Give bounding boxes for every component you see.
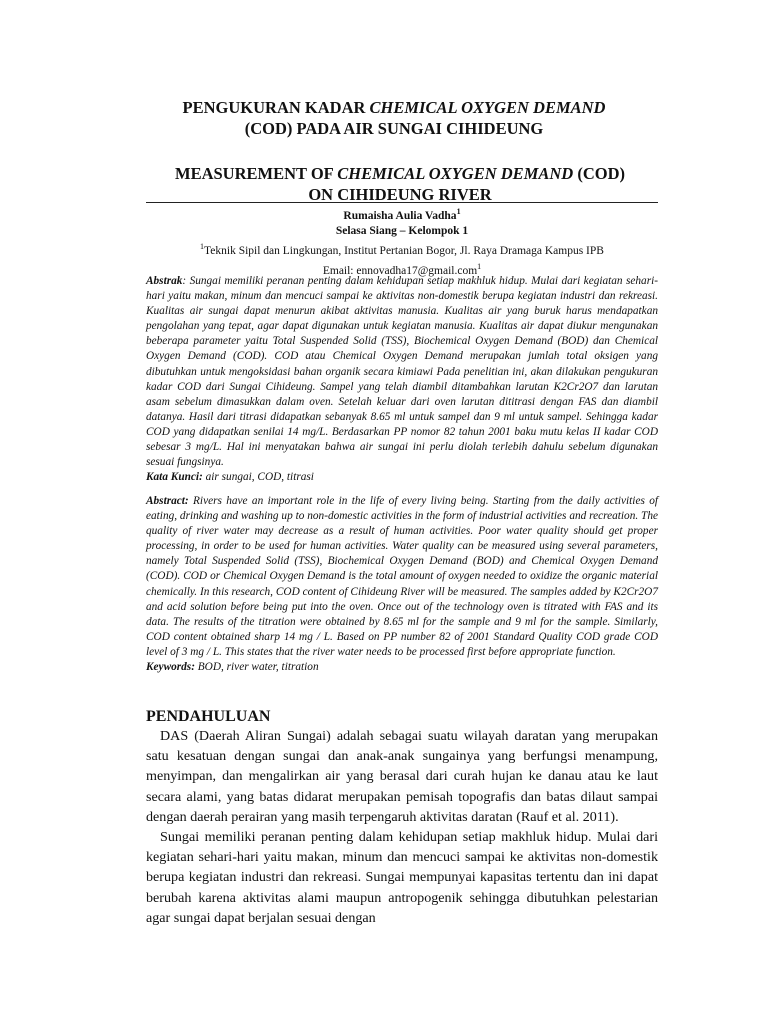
paper-title-indonesian: [130, 97, 658, 139]
title-divider: [146, 202, 658, 203]
title-id-italic: CHEMICAL OXYGEN DEMAND: [369, 98, 606, 117]
keywords-en-text: BOD, river water, titration: [194, 661, 319, 674]
author-affiliation-line: [146, 239, 658, 259]
author-name-line: [146, 204, 658, 224]
paper-title-english: [130, 163, 670, 205]
keywords-id-text: air sungai, COD, titrasi: [202, 471, 314, 484]
body-paragraph: Sungai memiliki peranan penting dalam kehidupan setiap makhluk hidup. Mulai dari kegiatan sehari-hari yaitu makan, minum dan mencuci sampai ke aktivitas non-domestik berupa kegiatan industri dan rekreasi. Sungai mempunyai kapasitas tertentu dan ini dapat berubah karena aktivitas alami maupun antropogenik sehingga dibutuhkan pelestarian agar sungai dapat berjalan sesuai dengan: [146, 829, 658, 926]
keywords-en-label: Keywords:: [146, 661, 195, 674]
title-en-part2: (COD): [573, 164, 625, 183]
abstract-en-label: Abstract:: [146, 495, 189, 507]
affiliation-sup: 1: [200, 241, 205, 251]
email-sup: 1: [477, 261, 482, 271]
author-block: [146, 204, 658, 278]
abstract-indonesian: [146, 274, 658, 485]
title-en-part1: MEASUREMENT OF: [175, 164, 338, 183]
title-en-line2: ON CIHIDEUNG RIVER: [308, 185, 492, 204]
abstract-id-label: Abstrak: [146, 275, 183, 287]
title-id-line2: (COD) PADA AIR SUNGAI CIHIDEUNG: [244, 119, 544, 138]
abstract-en-text: Rivers have an important role in the life of every living being. Starting from the daily activities of eating, drinking and washing up to non-domestic activities in the form of industrial activities and recreation. The quality of river water may decrease as a result of human activities. Poor water quality should get proper processing, in order to be used for human activities. Water quality can be measured using several parameters, namely Total Suspended Solid (TSS), Biochemical Oxygen Demand (BOD) and Chemical Oxygen Demand (COD). COD or Chemical Oxygen Demand is the total amount of oxygen needed to oxidize the organic material chemically. In this research, COD content of Cihideung River will be measured. The samples added by K2Cr2O7 and acid solution before being put into the oven. Once out of the technology oven is titrated with FAS and its data. The results of the titration were obtained by 8.65 ml for the sample and 9 ml for the sample. Similarly, COD content obtained sharp 14 mg / L. Based on PP number 82 of 2001 Standard Quality COD grade COD level of 3 mg / L. This states that the river water needs to be processed first before appropriate function.: [146, 495, 658, 658]
keywords-id: [146, 470, 658, 485]
keywords-en: [146, 660, 658, 675]
author-email: Email: ennovadha17@gmail.com: [322, 264, 478, 277]
title-id-part1: PENGUKURAN KADAR: [182, 98, 370, 117]
title-en-italic: CHEMICAL OXYGEN DEMAND: [337, 164, 574, 183]
body-text: [146, 726, 658, 928]
author-name-sup: 1: [456, 207, 461, 216]
author-group: Selasa Siang – Kelompok 1: [335, 224, 469, 237]
abstract-id-paragraph: [146, 274, 658, 470]
abstract-en-paragraph: [146, 494, 658, 660]
author-affiliation: Teknik Sipil dan Lingkungan, Institut Pertanian Bogor, Jl. Raya Dramaga Kampus IPB: [204, 244, 604, 257]
author-name: Rumaisha Aulia Vadha: [343, 209, 457, 222]
section-heading: PENDAHULUAN: [146, 708, 271, 725]
body-paragraph: DAS (Daerah Aliran Sungai) adalah sebagai suatu wilayah daratan yang merupakan satu kesatuan dengan sungai dan anak-anak sungainya yang berfungsi menampung, menyimpan, dan mengalirkan air yang berasal dari curah hujan ke danau atau ke laut secara alami, yang batas didarat merupakan pemisah topografis dan batas dilaut sampai dengan daerah perairan yang masih terpengaruh aktivitas daratan (Rauf et al. 2011).: [146, 728, 658, 825]
abstract-id-text: : Sungai memiliki peranan penting dalam kehidupan setiap makhluk hidup. Mulai dari kegiatan sehari-hari yaitu makan, minum dan mencuci sampai ke aktivitas non-domestik berupa kegiatan industri dan rekreasi. Kualitas air sungai dapat menurun akibat aktivitas manusia. Kualitas air yang buruk harus mendapatkan pengolahan yang tepat, agar dapat digunakan untuk kegiatan manusia. Kualitas air dapat diukur mengunakan beberapa parameter yaitu Total Suspended Solid (TSS), Biochemical Oxygen Demand (BOD) dan Chemical Oxygen Demand (COD). COD atau Chemical Oxygen Demand merupakan jumlah total oksigen yang dibutuhkan untuk mengoksidasi bahan organik secara kimiawi Pada penelitian ini, akan dilakukan pengukuran kadar COD dari Sungai Cihideung. Sampel yang telah diambil ditambahkan larutan K2Cr2O7 dan larutan asam sebelum dimasukkan dalam oven. Setelah keluar dari oven larutan dititrasi dengan FAS dan diambil datanya. Hasil dari titrasi didapatkan sebanyak 8.65 ml untuk sampel dan 9 ml untuk sampel. Sehingga kadar COD yang didapatkan senilai 14 mg/L. Berdasarkan PP nomor 82 tahun 2001 baku mutu kelas II kadar COD sebesar 3 mg/L. Hal ini menyatakan bahwa air sungai ini perlu diolah terlebih dahulu sebelum digunakan sesuai fungsinya.: [146, 275, 658, 469]
abstract-english: [146, 494, 658, 675]
keywords-id-label: Kata Kunci:: [146, 471, 203, 484]
